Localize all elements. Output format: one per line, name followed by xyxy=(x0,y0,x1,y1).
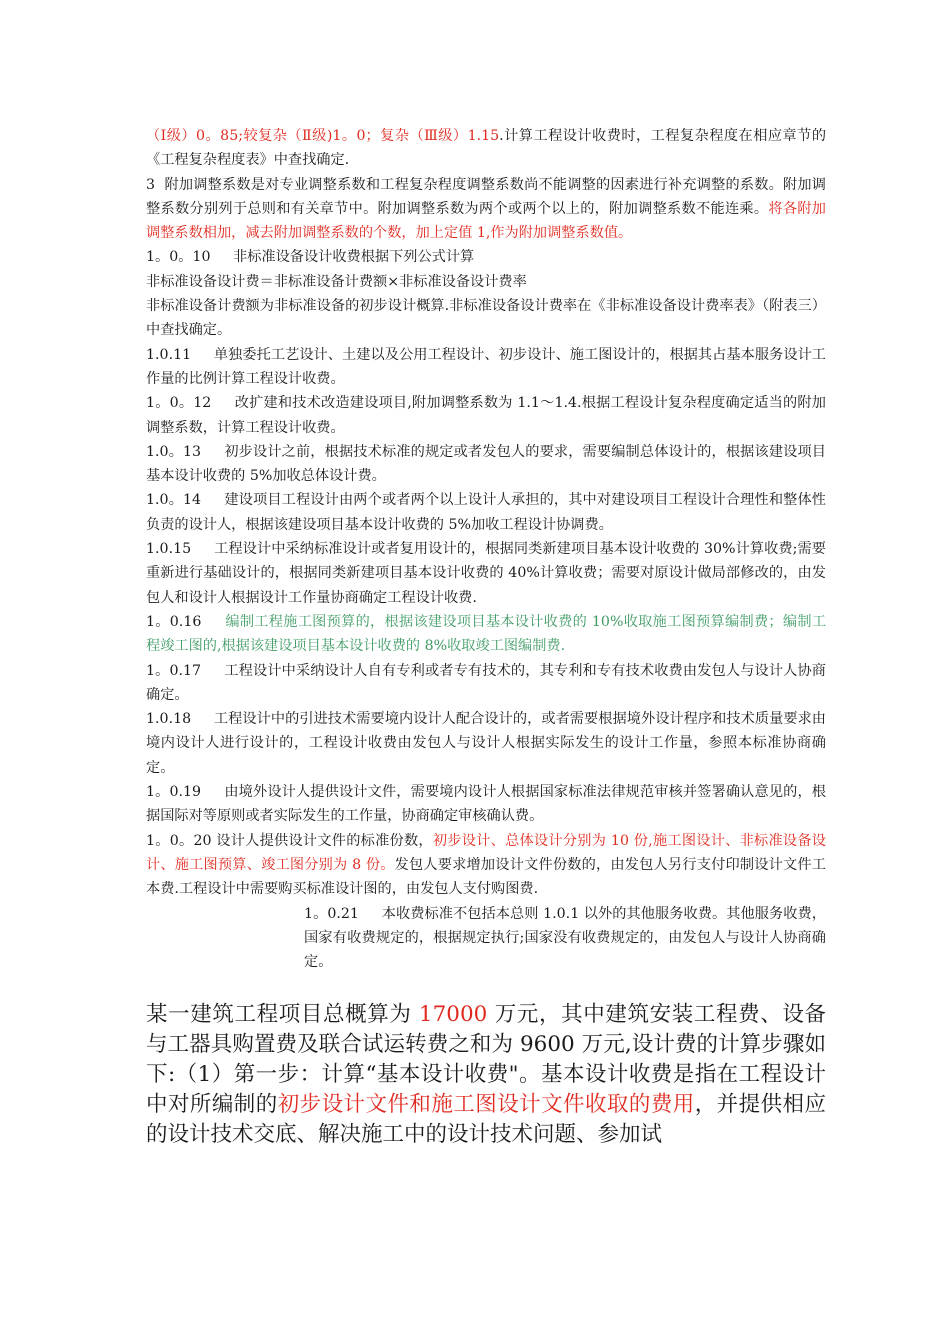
formula-line: 非标准设备设计费＝非标准设备计费额×非标准设备设计费率 xyxy=(146,273,527,290)
example-basic-fee-definition: 初步设计文件和施工图设计文件收取的费用 xyxy=(277,1092,695,1118)
paragraph-complexity xyxy=(146,124,826,173)
example-text-c: ，并提供相应的设计技术交底、解决施工中的设计技术问题、参加试 xyxy=(146,1092,826,1148)
paragraph-1-0-13: 1.0。13 初步设计之前，根据技术标准的规定或者发包人的要求，需要编制总体设计的，根据该建设项目基本设计收费的 5%加收总体设计费。 xyxy=(146,443,826,485)
paragraph-nonstandard-equipment: 非标准设备计费额为非标准设备的初步设计概算.非标准设备设计费率在《非标准设备设计费率表》（附表三）中查找确定。 xyxy=(146,298,826,339)
paragraph-1-0-11: 1.0.11 单独委托工艺设计、土建以及公用工程设计、初步设计、施工图设计的，根据其占基本服务设计工作量的比例计算工程设计收费。 xyxy=(146,346,826,387)
paragraph-1-0-19: 1。0.19 由境外设计人提供设计文件，需要境内设计人根据国家标准法律规范审核并签署确认意见的，根据国际对等原则或者实际发生的工作量，协商确定审核确认费。 xyxy=(146,784,826,825)
document-page xyxy=(146,124,826,1172)
copies-counts: 初步设计、总体设计分别为 10 份,施工图设计、非标准设备设计、施工图预算、竣工图分别为 8 份。 xyxy=(146,832,826,873)
paragraph-1-0-17: 1。0.17 工程设计中采纳设计人自有专利或者专有技术的，其专利和专有技术收费由发包人与设计人协商确定。 xyxy=(146,662,826,703)
additional-coefficient-text: 3 附加调整系数是对专业调整系数和工程复杂程度调整系数尚不能调整的因素进行补充调整的系数。附加调整系数分别列于总则和有关章节中。附加调整系数为两个或两个以上的，附加调整系数不能连乘。 xyxy=(146,176,826,217)
paragraph-1-0-21: 1。0.21 本收费标准不包括本总则 1.0.1 以外的其他服务收费。其他服务收费，国家有收费规定的，根据规定执行;国家没有收费规定的，由发包人与设计人协商确定。 xyxy=(304,905,826,971)
example-text-a: 某一建筑工程项目总概算为 xyxy=(146,1002,419,1028)
additional-coefficient-rule: 将各附加调整系数相加，减去附加调整系数的个数，加上定值 1,作为附加调整系数值。 xyxy=(146,200,826,242)
complexity-coefficients: （Ⅰ级）0。85;较复杂（Ⅱ级)1。0；复杂（Ⅲ级）1.15 xyxy=(146,128,500,144)
copies-extra: 发包人要求增加设计文件份数的，由发包人另行支付印制设计文件工本费.工程设计中需要购买标准设计图的，由发包人支付购图费. xyxy=(146,856,826,898)
paragraph-1-0-14: 1.0。14 建设项目工程设计由两个或者两个以上设计人承担的，其中对建设项目工程设计合理性和整体性负责的设计人，根据该建设项目基本设计收费的 5%加收工程设计协调费。 xyxy=(146,492,826,533)
example-text-b: 万元，其中建筑安装工程费、设备与工器具购置费及联合试运转费之和为 9600 万元,设计费的计算步骤如下:（1）第一步：计算“基本设计收费"。基本设计收费是指在工程设计中对所编制的 xyxy=(146,1002,826,1118)
paragraph-1-0-16 xyxy=(146,610,826,659)
paragraph-additional-coefficient xyxy=(146,173,826,246)
paragraph-1-0-10: 1。0。10 非标准设备设计收费根据下列公式计算 xyxy=(146,249,475,266)
paragraph-1-0-20 xyxy=(146,829,826,902)
budget-drawing-fee-text: 编制工程施工图预算的，根据该建设项目基本设计收费的 10%收取施工图预算编制费；编制工程竣工图的,根据该建设项目基本设计收费的 8%收取竣工图编制费. xyxy=(146,613,827,655)
clause-number-1-0-16: 1。0.16 xyxy=(146,613,226,630)
example-paragraph xyxy=(146,1000,826,1150)
complexity-text: .计算工程设计收费时，工程复杂程度在相应章节的《工程复杂程度表》中查找确定. xyxy=(146,128,827,169)
copies-intro: 1。0。20 设计人提供设计文件的标准份数， xyxy=(146,832,433,849)
paragraph-1-0-12: 1。0。12 改扩建和技术改造建设项目,附加调整系数为 1.1～1.4.根据工程设计复杂程度确定适当的附加调整系数，计算工程设计收费。 xyxy=(146,395,826,436)
paragraph-1-0-15: 1.0.15 工程设计中采纳标准设计或者复用设计的，根据同类新建项目基本设计收费的 30%计算收费;需要重新进行基础设计的，根据同类新建项目基本设计收费的 40%计算收费；需要对原设计做局部修改的，由发包人和设计人根据设计工作量协商确定工程设计收费. xyxy=(146,541,826,606)
paragraph-1-0-18: 1.0.18 工程设计中的引进技术需要境内设计人配合设计的，或者需要根据境外设计程序和技术质量要求由境内设计人进行设计的，工程设计收费由发包人与设计人根据实际发生的设计工作量，参照本标准协商确定。 xyxy=(146,711,826,776)
example-total-estimate: 17000 xyxy=(418,1002,488,1028)
